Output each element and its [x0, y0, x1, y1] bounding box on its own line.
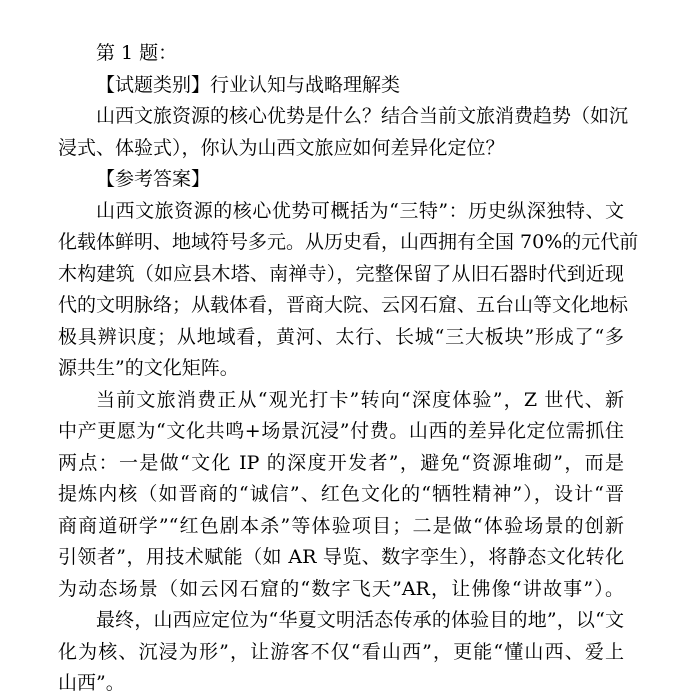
answer-line: 商商道研学”“红色剧本杀”等体验项目；二是做“体验场景的创新 [58, 514, 624, 537]
document-page [58, 38, 639, 700]
answer-line: 中产更愿为“文化共鸣+场景沉浸”付费。山西的差异化定位需抓住 [58, 420, 624, 442]
question-prompt-line: 浸式、体验式），你认为山西文旅应如何差异化定位？ [58, 136, 505, 159]
answer-line: 两点：一是做“文化 IP 的深度开发者”，避免“资源堆砌”，而是 [58, 451, 624, 474]
answer-line: 引领者”，用技术赋能（如 AR 导览、数字孪生），将静态文化转化 [58, 546, 624, 568]
question-category: 【试题类别】行业认知与战略理解类 [96, 73, 401, 96]
answer-paragraph-2 [58, 385, 624, 606]
answer-line: 化载体鲜明、地域符号多元。从历史看，山西拥有全国 70%的元代前 [58, 231, 639, 253]
question-prompt [58, 101, 629, 164]
answer-line: 为动态场景（如云冈石窟的“数字飞天”AR，让佛像“讲故事”）。 [58, 577, 624, 600]
answer-line: 山西文旅资源的核心优势可概括为“三特”：历史纵深独特、文 [96, 199, 624, 222]
answer-line: 木构建筑（如应县木塔、南禅寺），完整保留了从旧石器时代到近现 [58, 262, 624, 285]
answer-line: 源共生”的文化矩阵。 [58, 357, 239, 379]
answer-line: 提炼内核（如晋商的“诚信”、红色文化的“牺牲精神”），设计“晋 [58, 483, 624, 505]
answer-heading: 【参考答案】 [96, 168, 211, 190]
answer-paragraph-1 [58, 196, 639, 385]
answer-line: 当前文旅消费正从“观光打卡”转向“深度体验”，Z 世代、新 [96, 388, 624, 411]
question-prompt-line: 山西文旅资源的核心优势是什么？结合当前文旅消费趋势（如沉 [96, 105, 629, 127]
question-number: 第 1 题： [96, 42, 178, 64]
answer-paragraph-3 [58, 605, 624, 700]
answer-line: 代的文明脉络；从载体看，晋商大院、云冈石窟、五台山等文化地标 [58, 294, 629, 316]
answer-line: 最终，山西应定位为“华夏文明活态传承的体验目的地”，以“文 [96, 609, 624, 631]
answer-line: 山西”。 [58, 672, 125, 694]
answer-line: 极具辨识度；从地域看，黄河、太行、长城“三大板块”形成了“多 [58, 325, 624, 348]
answer-line: 化为核、沉浸为形”，让游客不仅“看山西”，更能“懂山西、爱上 [58, 640, 624, 663]
